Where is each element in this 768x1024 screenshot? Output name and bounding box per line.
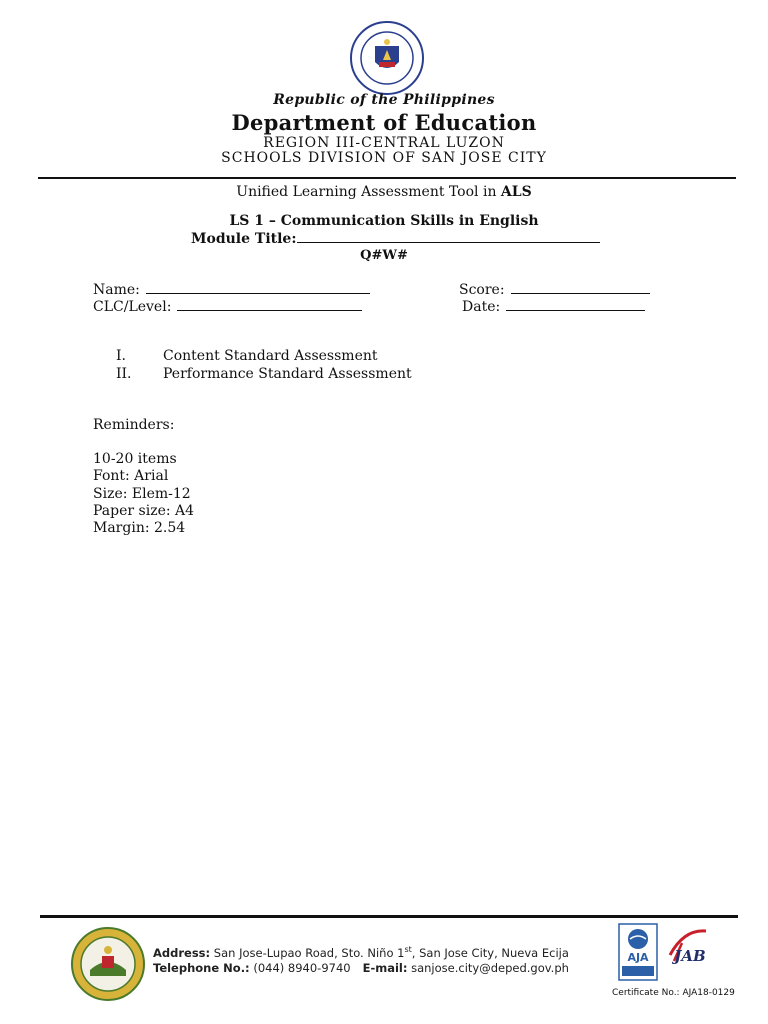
module-title-blank[interactable] bbox=[297, 230, 600, 243]
division-heading: SCHOOLS DIVISION OF SAN JOSE CITY bbox=[221, 150, 547, 166]
list-item-text: Performance Standard Assessment bbox=[163, 366, 412, 382]
email-value[interactable]: sanjose.city@deped.gov.ph bbox=[407, 961, 569, 975]
tool-title-bold: ALS bbox=[500, 184, 532, 200]
reminder-item: Paper size: A4 bbox=[93, 503, 195, 519]
certificate-number: Certificate No.: AJA18-0129 bbox=[612, 988, 735, 998]
module-title-row bbox=[191, 230, 600, 247]
header-divider bbox=[38, 177, 736, 179]
reminder-item: Font: Arial bbox=[93, 468, 169, 484]
address-sup: st bbox=[404, 945, 412, 954]
footer-divider bbox=[40, 915, 738, 918]
tool-title-text: Unified Learning Assessment Tool in bbox=[236, 184, 501, 200]
date-field bbox=[462, 298, 645, 315]
email-label: E-mail: bbox=[362, 961, 408, 975]
name-label: Name: bbox=[93, 282, 140, 298]
aja-certification-logo bbox=[618, 923, 658, 981]
reminder-item: Size: Elem-12 bbox=[93, 486, 191, 502]
jab-logo-text: JAB bbox=[674, 947, 706, 965]
list-item-number: I. bbox=[116, 348, 126, 364]
score-blank[interactable] bbox=[511, 281, 650, 294]
deped-seal-logo bbox=[349, 20, 425, 96]
name-field bbox=[93, 281, 370, 298]
score-label: Score: bbox=[459, 282, 505, 298]
date-label: Date: bbox=[462, 299, 501, 315]
clc-level-label: CLC/Level: bbox=[93, 299, 172, 315]
quarter-week-label: Q#W# bbox=[360, 248, 408, 263]
learning-strand-title: LS 1 – Communication Skills in English bbox=[229, 213, 539, 229]
list-item-text: Content Standard Assessment bbox=[163, 348, 378, 364]
footer-contact bbox=[153, 961, 569, 975]
department-heading: Department of Education bbox=[231, 110, 537, 135]
clc-level-field bbox=[93, 298, 362, 315]
division-seal-logo bbox=[70, 926, 146, 1002]
reminders-heading: Reminders: bbox=[93, 417, 175, 433]
list-item bbox=[116, 348, 378, 364]
reminder-item: 10-20 items bbox=[93, 451, 177, 467]
region-heading: REGION III-CENTRAL LUZON bbox=[263, 135, 505, 151]
aja-logo-text: AJA bbox=[627, 951, 649, 964]
tool-title bbox=[0, 184, 768, 200]
jab-accreditation-logo bbox=[664, 925, 710, 973]
name-blank[interactable] bbox=[146, 281, 370, 294]
telephone-value: (044) 8940-9740 bbox=[249, 961, 351, 975]
date-blank[interactable] bbox=[506, 298, 645, 311]
address-text-end: , San Jose City, Nueva Ecija bbox=[411, 945, 569, 960]
footer-address bbox=[153, 945, 569, 960]
clc-level-blank[interactable] bbox=[177, 298, 362, 311]
reminder-item: Margin: 2.54 bbox=[93, 520, 186, 536]
list-item-number: II. bbox=[116, 366, 132, 382]
address-label: Address: bbox=[153, 945, 211, 960]
telephone-label: Telephone No.: bbox=[153, 961, 250, 975]
score-field bbox=[459, 281, 650, 298]
address-text: San Jose-Lupao Road, Sto. Niño 1 bbox=[210, 945, 405, 960]
list-item bbox=[116, 366, 412, 382]
republic-heading: Republic of the Philippines bbox=[273, 92, 495, 108]
module-title-label: Module Title: bbox=[191, 231, 297, 247]
